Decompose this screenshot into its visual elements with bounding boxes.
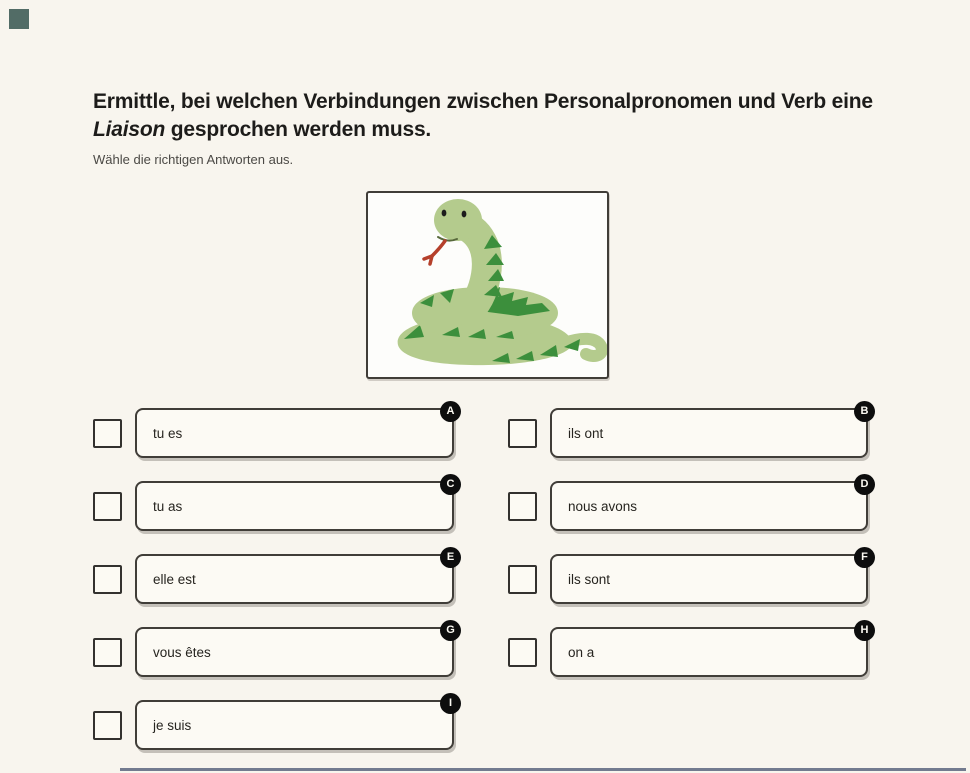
exercise-instruction: Wähle die richtigen Antworten aus. xyxy=(93,152,294,167)
option-checkbox[interactable] xyxy=(508,492,537,521)
answer-label: tu as xyxy=(153,498,183,514)
option-checkbox[interactable] xyxy=(93,711,122,740)
exercise-image xyxy=(366,191,609,379)
option-letter-badge: I xyxy=(440,693,461,714)
option-letter-badge: B xyxy=(854,401,875,422)
title-text: Ermittle, bei welchen Verbindungen zwischen Personalpronomen und Verb eine xyxy=(93,90,873,113)
option-letter-badge: A xyxy=(440,401,461,422)
answer-box[interactable] xyxy=(550,624,869,677)
title-italic-term: Liaison xyxy=(93,118,166,141)
title-text-end: gesprochen werden muss. xyxy=(165,118,432,141)
option-letter-badge: E xyxy=(440,547,461,568)
corner-mark xyxy=(9,9,29,29)
answer-box[interactable] xyxy=(135,405,455,458)
option-letter-badge: C xyxy=(440,474,461,495)
answer-option xyxy=(508,551,868,604)
answer-option xyxy=(93,697,454,750)
answer-label: nous avons xyxy=(568,498,638,514)
option-letter-badge: F xyxy=(854,547,875,568)
answer-label: ils ont xyxy=(568,425,604,441)
option-checkbox[interactable] xyxy=(93,638,122,667)
answer-label: tu es xyxy=(153,425,183,441)
option-checkbox[interactable] xyxy=(508,638,537,667)
bottom-progress-line xyxy=(120,768,966,771)
answer-box[interactable] xyxy=(135,478,455,531)
answer-box[interactable] xyxy=(135,624,455,677)
option-checkbox[interactable] xyxy=(508,419,537,448)
option-checkbox[interactable] xyxy=(508,565,537,594)
answer-option xyxy=(93,478,455,531)
exercise-title xyxy=(93,88,873,144)
answer-box[interactable] xyxy=(550,478,869,531)
answer-option xyxy=(508,624,869,677)
answer-label: ils sont xyxy=(568,571,611,587)
option-checkbox[interactable] xyxy=(93,419,122,448)
answer-label: elle est xyxy=(153,571,196,587)
option-checkbox[interactable] xyxy=(93,565,122,594)
answer-option xyxy=(93,624,455,677)
answer-option xyxy=(93,405,455,458)
answer-box[interactable] xyxy=(135,697,454,750)
answer-box[interactable] xyxy=(550,551,868,604)
option-letter-badge: G xyxy=(440,620,461,641)
option-letter-badge: D xyxy=(854,474,875,495)
answer-option xyxy=(508,478,869,531)
snake-illustration xyxy=(368,193,607,377)
option-letter-badge: H xyxy=(854,620,875,641)
answer-box[interactable] xyxy=(135,551,455,604)
answer-label: on a xyxy=(568,644,595,660)
answer-option xyxy=(508,405,869,458)
answer-option xyxy=(93,551,455,604)
answer-label: je suis xyxy=(153,717,192,733)
option-checkbox[interactable] xyxy=(93,492,122,521)
answer-box[interactable] xyxy=(550,405,869,458)
answer-label: vous êtes xyxy=(153,644,211,660)
